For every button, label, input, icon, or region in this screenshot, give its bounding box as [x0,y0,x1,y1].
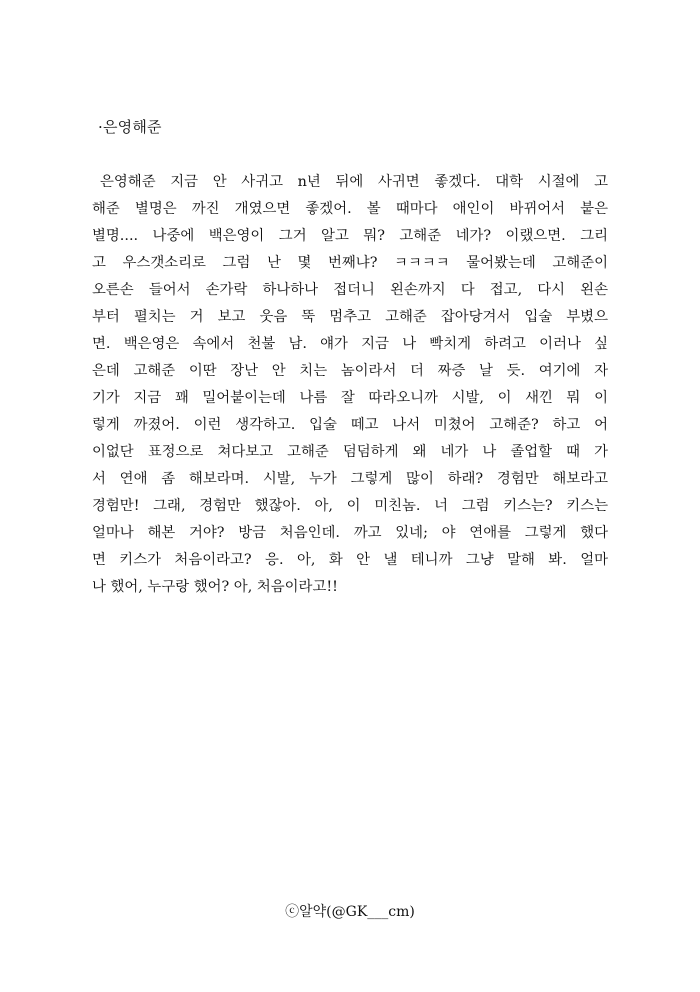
paragraph-line: 면 키스가 처음이라고? 응. 아, 화 안 낼 테니까 그냥 말해 봐. 얼마 [92,552,608,568]
paragraph-line: 얼마나 해본 거야? 방금 처음인데. 까고 있네; 야 연애를 그렇게 했다 [92,525,608,541]
copyright-footer: ⓒ알약(@GK___cm) [285,904,415,920]
paragraph-line: 은데 고해준 이딴 장난 안 치는 놈이라서 더 짜증 날 듯. 여기에 자 [92,363,608,379]
paragraph-line: 면. 백은영은 속에서 천불 남. 얘가 지금 나 빡치게 하려고 이러나 싶 [92,336,608,352]
paragraph-line: 별명.... 나중에 백은영이 그거 알고 뭐? 고해준 네가? 이랬으면. 그리 [92,228,608,244]
paragraph-line: 나 했어, 누구랑 했어? 아, 처음이라고!! [92,579,338,595]
paragraph-line: 고 우스갯소리로 그럼 난 몇 번째냐? ㅋㅋㅋㅋ 물어봤는데 고해준이 [92,255,608,271]
paragraph-line: 기가 지금 꽤 밀어붙이는데 나름 잘 따라오니까 시발, 이 새낀 뭐 이 [92,390,608,406]
story-paragraph [92,169,608,601]
paragraph-line: 부터 펼치는 거 보고 웃음 뚝 멈추고 고해준 잡아당겨서 입술 부볐으 [92,309,608,325]
section-heading: ·은영해준 [98,118,162,136]
paragraph-line: 은영해준 지금 안 사귀고 n년 뒤에 사귀면 좋겠다. 대학 시절에 고 [100,174,608,190]
paragraph-line: 경험만! 그래, 경험만 했잖아. 아, 이 미친놈. 너 그럼 키스는? 키스는 [92,498,608,514]
paragraph-line: 오른손 들어서 손가락 하나하나 접더니 왼손까지 다 접고, 다시 왼손 [92,282,608,298]
paragraph-line: 이없단 표정으로 쳐다보고 고해준 덤덤하게 왜 네가 나 졸업할 때 가 [92,444,608,460]
paragraph-line: 렇게 까졌어. 이런 생각하고. 입술 떼고 나서 미쳤어 고해준? 하고 어 [92,417,608,433]
paragraph-line: 서 연애 좀 해보라며. 시발, 누가 그렇게 많이 하래? 경험만 해보라고 [92,471,608,487]
paragraph-line: 해준 별명은 까진 개였으면 좋겠어. 볼 때마다 애인이 바뀌어서 붙은 [92,201,608,217]
